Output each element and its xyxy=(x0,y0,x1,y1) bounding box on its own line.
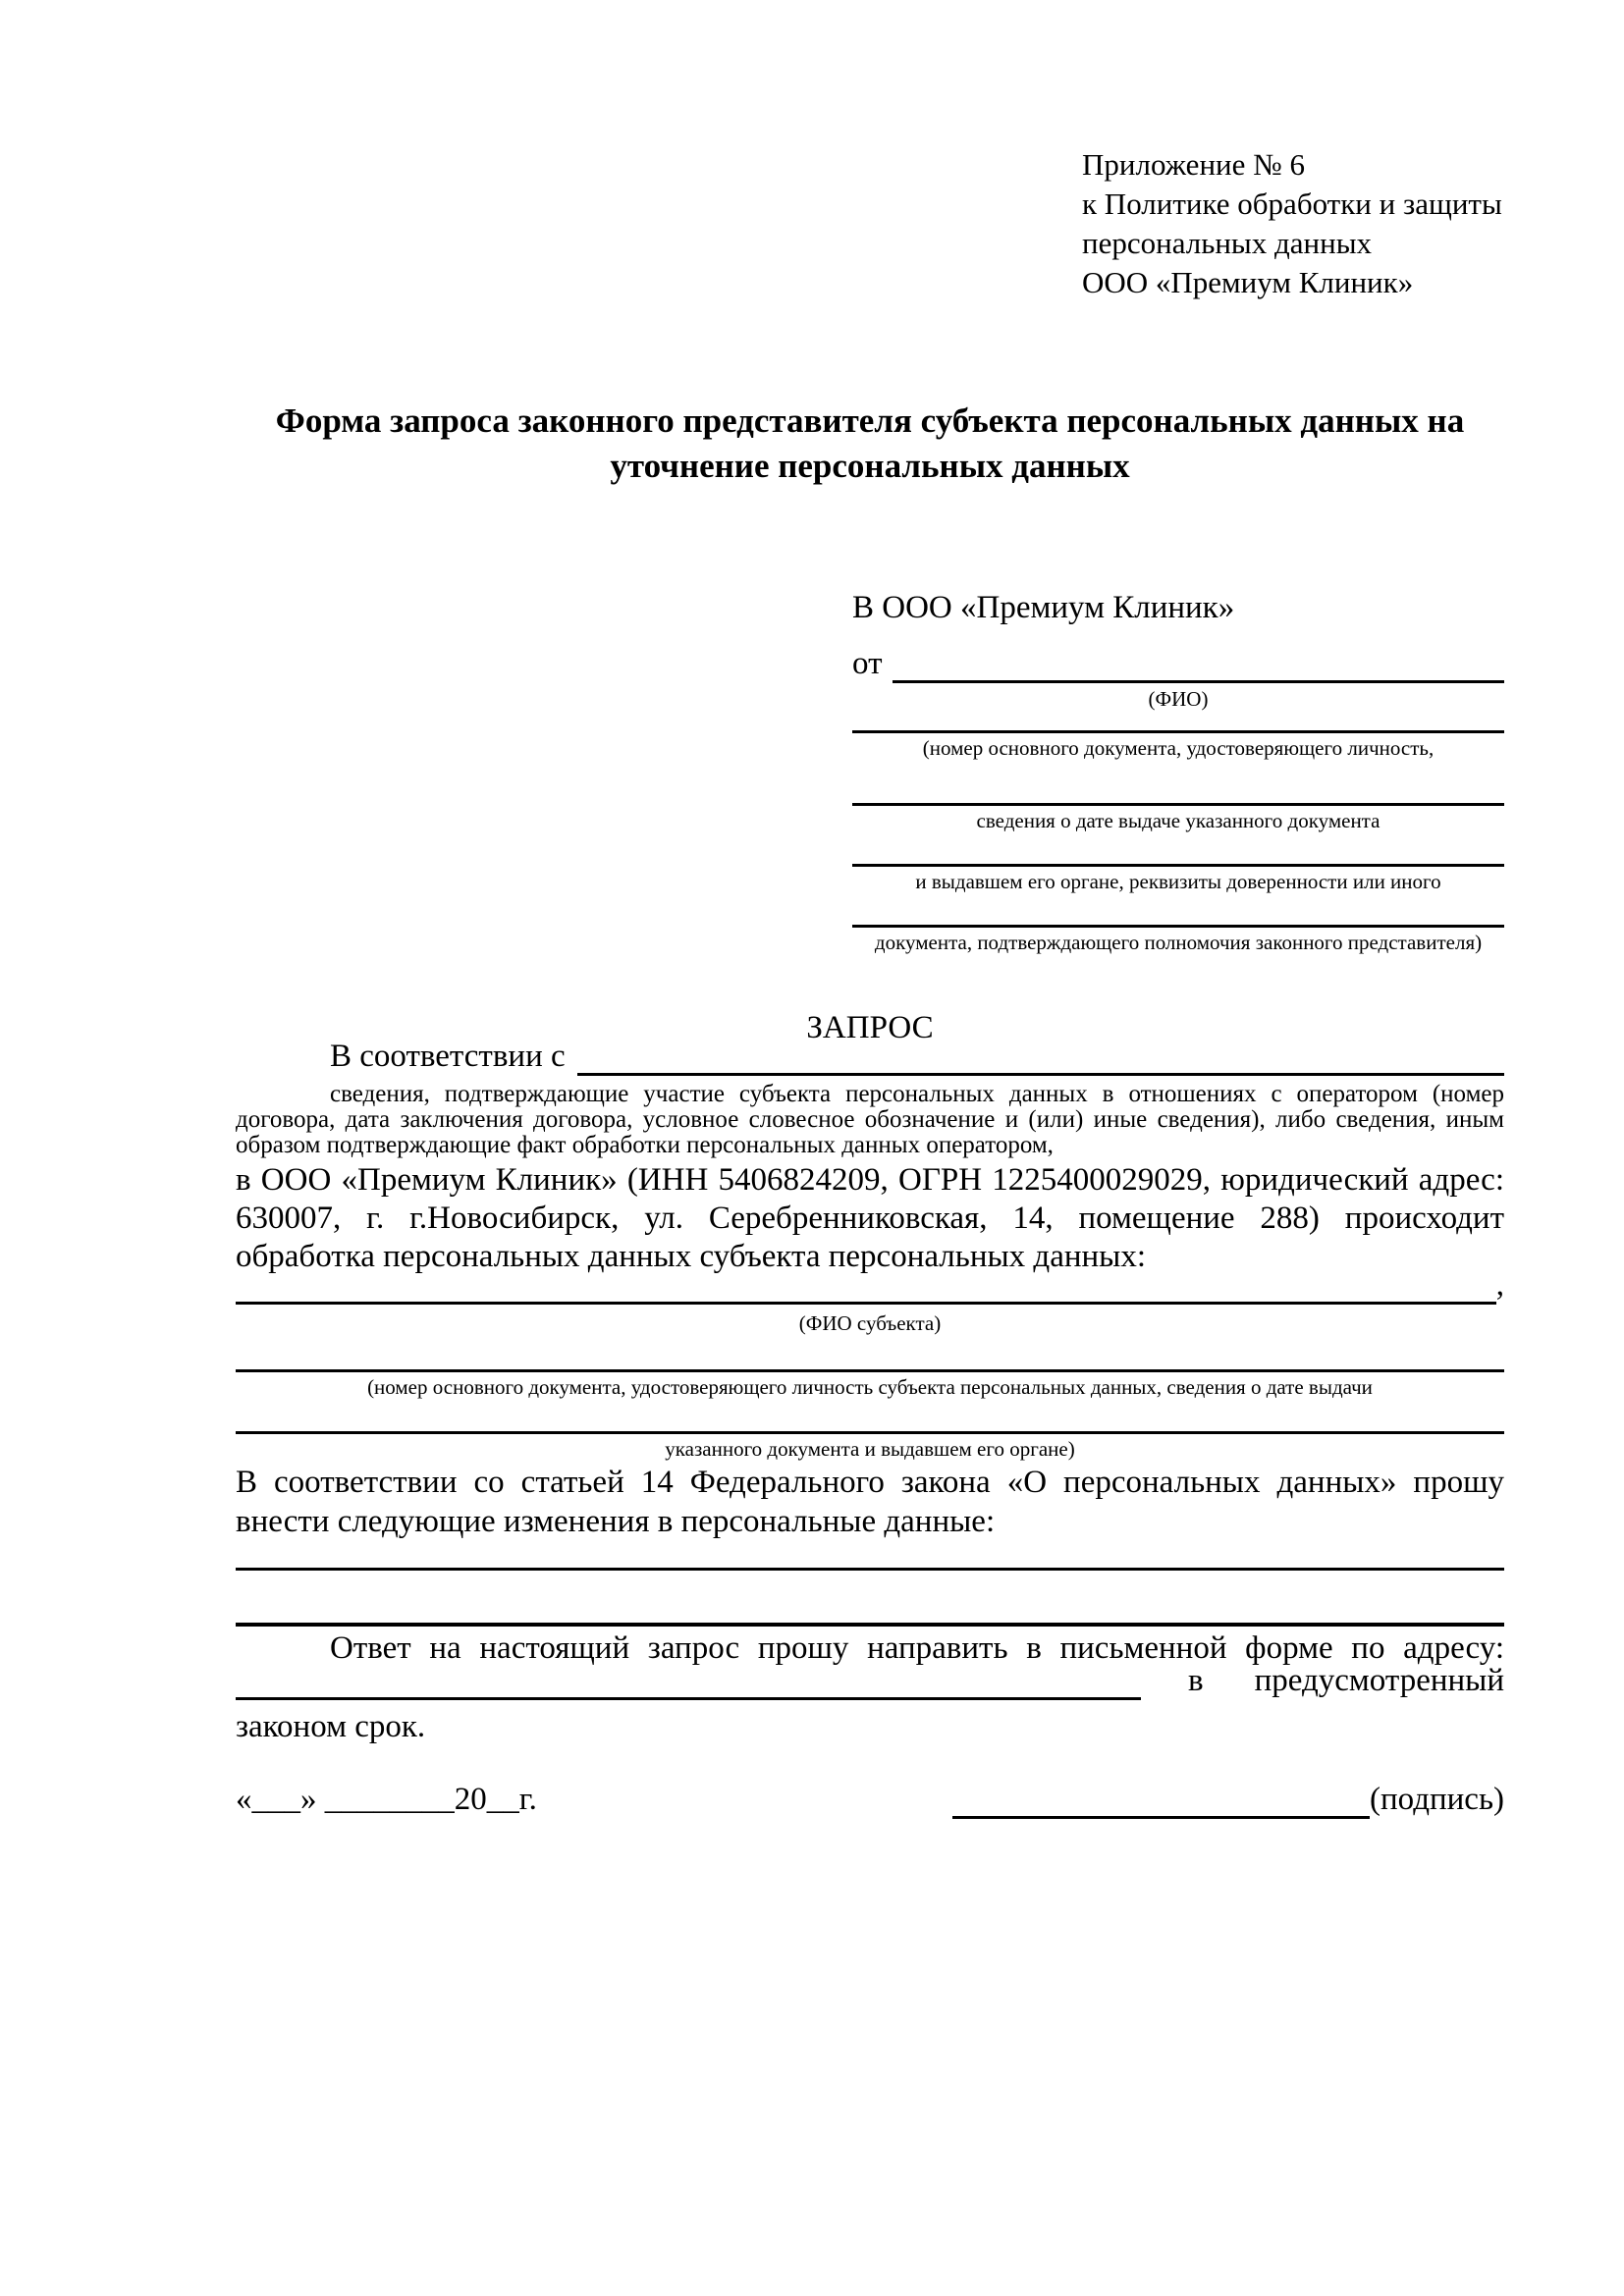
date-signature-row xyxy=(236,1782,1504,1819)
addressee-from-row xyxy=(852,644,1504,683)
authority-doc-blank-line[interactable] xyxy=(852,893,1504,928)
fio-blank-line[interactable] xyxy=(893,645,1505,683)
subject-doc-caption-2: указанного документа и выдавшем его органе) xyxy=(665,1437,1075,1461)
subject-doc-caption-1: (номер основного документа, удостоверяющего личность субъекта персональных данных, сведения о дате выдачи xyxy=(367,1375,1373,1399)
doc-caption-4: документа, подтверждающего полномочия законного представителя) xyxy=(874,931,1483,954)
subject-fio-row xyxy=(236,1267,1504,1305)
subject-fio-blank-line[interactable] xyxy=(236,1270,1496,1305)
annex-line-4: ООО «Премиум Клиник» xyxy=(1082,265,1414,299)
signature-blank-line[interactable] xyxy=(952,1783,1370,1819)
subject-doc-blank-line-1[interactable] xyxy=(236,1338,1504,1372)
operator-paragraph: в ООО «Премиум Клиник» (ИНН 5406824209, ОГРН 1225400029029, юридический адрес: 630007, г. г.Новосибирск, ул. Серебренниковская, 14, помещение 288) происходит обработка персональных данных субъекта персональных данных: xyxy=(236,1162,1504,1274)
annex-line-3: персональных данных xyxy=(1082,226,1373,260)
article-paragraph: В соответствии со статьей 14 Федерального закона «О персональных данных» прошу внести следующие изменения в персональные данные: xyxy=(236,1465,1504,1539)
answer-address-row xyxy=(236,1663,1504,1700)
annex-line-2: к Политике обработки и защиты xyxy=(1082,187,1502,221)
answer-word-predusm: предусмотренный xyxy=(1254,1663,1504,1698)
addressee-to: В ООО «Премиум Клиник» xyxy=(852,590,1235,625)
doc-caption-3: и выдавшем его органе, реквизиты доверенности или иного xyxy=(915,870,1441,893)
accordance-label: В соответствии с xyxy=(330,1039,566,1074)
accordance-caption: сведения, подтверждающие участие субъекта персональных данных в отношениях с оператором (номер договора, дата заключения договора, условное словесное обозначение и (или) иные сведения), либо сведения, иным образом подтверждающие факт обработки персональных данных оператором, xyxy=(236,1081,1504,1158)
signature-group xyxy=(952,1781,1504,1819)
accordance-blank-line[interactable] xyxy=(577,1043,1504,1076)
answer-word-v: в xyxy=(1188,1663,1204,1698)
changes-blank-line-1[interactable] xyxy=(236,1536,1504,1571)
fio-caption: (ФИО) xyxy=(1148,687,1209,711)
answer-paragraph: Ответ на настоящий запрос прошу направить в письменной форме по адресу: xyxy=(330,1630,1504,1666)
page-title: Форма запроса законного представителя субъекта персональных данных на уточнение персональных данных xyxy=(275,401,1465,485)
annex-line-1: Приложение № 6 xyxy=(1082,147,1305,182)
from-label: от xyxy=(852,646,883,681)
doc-number-blank-line[interactable] xyxy=(852,699,1504,733)
accordance-row xyxy=(236,1039,1504,1076)
subject-fio-comma: , xyxy=(1495,1267,1504,1303)
signature-caption: (подпись) xyxy=(1370,1782,1504,1817)
answer-line-3: законом срок. xyxy=(236,1709,426,1744)
doc-issuer-blank-line[interactable] xyxy=(852,832,1504,867)
subject-doc-blank-line-2[interactable] xyxy=(236,1400,1504,1434)
doc-caption-2: сведения о дате выдаче указанного документа xyxy=(976,809,1380,832)
answer-address-blank-line[interactable] xyxy=(236,1666,1141,1700)
doc-caption-1: (номер основного документа, удостоверяющего личность, xyxy=(922,736,1435,760)
doc-issue-date-blank-line[interactable] xyxy=(852,772,1504,806)
subject-fio-caption: (ФИО субъекта) xyxy=(798,1311,942,1335)
date-line[interactable]: «___» ________20__г. xyxy=(236,1782,537,1817)
request-heading: ЗАПРОС xyxy=(806,1010,934,1045)
answer-tail xyxy=(1141,1662,1504,1700)
changes-blank-line-2[interactable] xyxy=(236,1591,1504,1627)
annex-note xyxy=(1082,145,1534,302)
